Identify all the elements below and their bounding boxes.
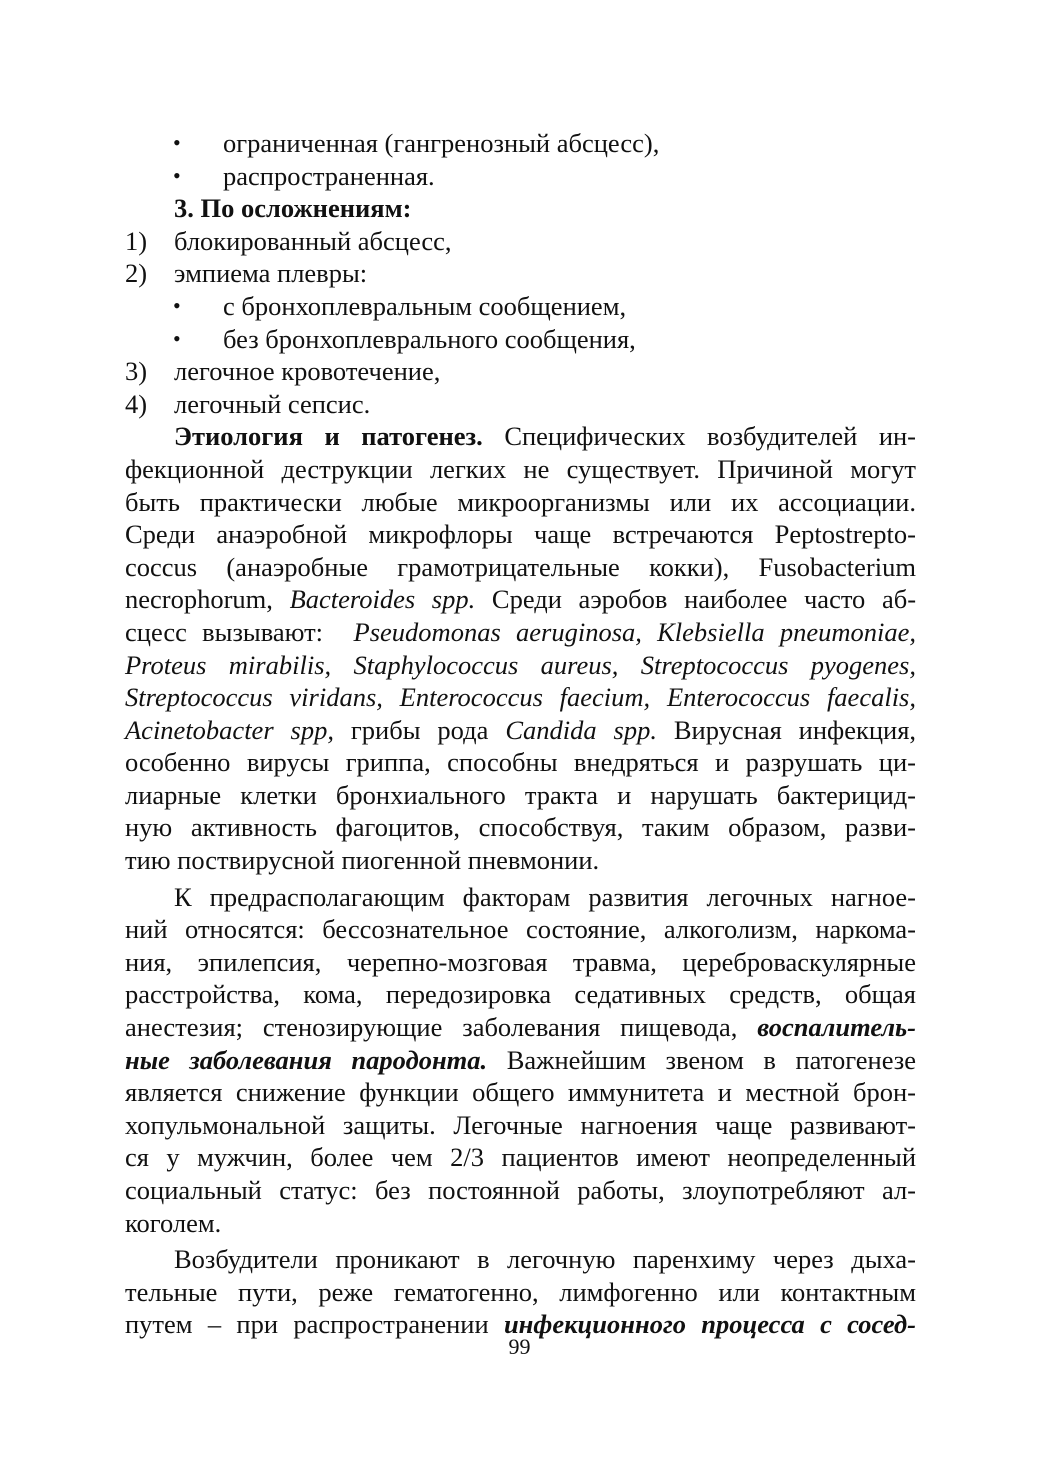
paragraph-line: расстройства, кома, передозировка седативных средств, общая: [125, 979, 916, 1010]
list-item: [125, 160, 916, 193]
paragraph-line: [125, 1044, 916, 1077]
page-text: [125, 127, 916, 1341]
paragraph-line: ся у мужчин, более чем 2/3 пациентов имеют неопределенный: [125, 1142, 916, 1173]
paragraph-line: быть практически любые микроорганизмы или их ассоциации.: [125, 486, 916, 517]
list-item-text: ограниченная (гангренозный абсцесс),: [223, 128, 660, 158]
paragraph-line: тию поствирусной пиогенной пневмонии.: [125, 845, 600, 876]
item-text: легочное кровотечение,: [174, 356, 441, 387]
item-number: 4): [125, 388, 148, 419]
paragraph-line: ния, эпилепсия, черепно-мозговая травма, цереброваскулярные: [125, 946, 916, 977]
complications-heading: 3. По осложнениям:: [174, 193, 412, 224]
text-run: Среди аэробов наиболее часто аб-: [491, 584, 917, 615]
paragraph-line: ную активность фагоцитов, способствуя, таким образом, разви-: [125, 812, 916, 843]
bullet-mark: •: [173, 292, 181, 318]
paragraph-line: [125, 1011, 916, 1044]
text-run: путем – при распространении: [125, 1309, 489, 1340]
paragraph-line: [125, 616, 916, 649]
list-item: [125, 290, 916, 323]
numbered-item: [125, 257, 916, 290]
list-item-text: с бронхоплевральным сообщением,: [223, 290, 627, 321]
numbered-item: [125, 355, 916, 388]
paragraph-line: фекционной деструкции легких не существует. Причиной могут: [125, 453, 916, 484]
bullet-mark: •: [173, 325, 181, 351]
etiology-heading: Этиология и патогенез.: [174, 421, 483, 452]
paragraph-line: ний относятся: бессознательное состояние, алкоголизм, наркома-: [125, 914, 916, 945]
bold-italic-run: воспалитель-: [757, 1012, 916, 1043]
paragraph-line: coccus (анаэробные грамотрицательные кокки), Fusobacterium: [125, 551, 916, 582]
bold-italic-run: ные заболевания пародонта.: [125, 1044, 488, 1075]
numbered-item: [125, 225, 916, 258]
paragraph-line: тельные пути, реже гематогенно, лимфогенно или контактным: [125, 1276, 916, 1307]
paragraph-line: [125, 714, 916, 747]
text-run: Специфических возбудителей ин-: [504, 421, 917, 452]
text-run: Вирусная инфекция,: [673, 714, 917, 745]
item-text: эмпиема плевры:: [174, 258, 368, 289]
text-run: necrophorum,: [125, 584, 273, 615]
text-run: Важнейшим звеном в патогенезе: [506, 1044, 917, 1075]
paragraph-line: хопульмональной защиты. Легочные нагноения чаще развивают-: [125, 1109, 916, 1140]
page-number: 99: [508, 1334, 531, 1359]
text-run: сцесс вызывают:: [125, 616, 324, 647]
bullet-mark: •: [173, 130, 181, 155]
paragraph-line: является снижение функции общего иммунитета и местной брон-: [125, 1077, 916, 1108]
list-item-text: распространенная.: [223, 160, 435, 191]
italic-run: Candida spp.: [505, 714, 657, 745]
paragraph-line: Streptococcus viridans, Enterococcus faecium, Enterococcus faecalis,: [125, 682, 916, 713]
paragraph-line: [125, 420, 916, 453]
item-number: 1): [125, 225, 148, 256]
paragraph-line: Среди анаэробной микрофлоры чаще встречаются Peptostrepto-: [125, 519, 916, 550]
paragraph-line: [125, 583, 916, 616]
paragraph-line: социальный статус: без постоянной работы, злоупотребляют ал-: [125, 1175, 916, 1205]
list-item-text: без бронхоплеврального сообщения,: [223, 323, 636, 354]
text-run: грибы рода: [350, 714, 489, 745]
italic-run: Acinetobacter spp,: [125, 714, 334, 745]
bold-italic-run: инфекционного процесса с сосед-: [503, 1309, 916, 1340]
item-text: блокированный абсцесс,: [174, 225, 452, 256]
paragraph-line: Возбудители проникают в легочную паренхиму через дыха-: [174, 1244, 916, 1275]
italic-run: Pseudomonas aeruginosa, Klebsiella pneumoniae,: [353, 616, 916, 647]
list-item: [125, 127, 916, 160]
paragraph-line: коголем.: [125, 1207, 222, 1238]
paragraph-line: лиарные клетки бронхиального тракта и нарушать бактерицид-: [125, 779, 916, 810]
paragraph-line: особенно вирусы гриппа, способны внедряться и разрушать ци-: [125, 747, 916, 778]
italic-run: Bacteroides spp.: [289, 584, 476, 615]
item-number: 2): [125, 258, 148, 289]
paragraph-line: Proteus mirabilis, Staphylococcus aureus, Streptococcus pyogenes,: [125, 649, 916, 680]
list-item: [125, 323, 916, 356]
numbered-item: [125, 388, 916, 421]
item-number: 3): [125, 356, 148, 387]
text-run: анестезия; стенозирующие заболевания пищевода,: [125, 1012, 738, 1043]
item-text: легочный сепсис.: [174, 388, 371, 419]
paragraph-line: К предрасполагающим факторам развития легочных нагное-: [174, 881, 916, 912]
bullet-mark: •: [173, 162, 181, 188]
